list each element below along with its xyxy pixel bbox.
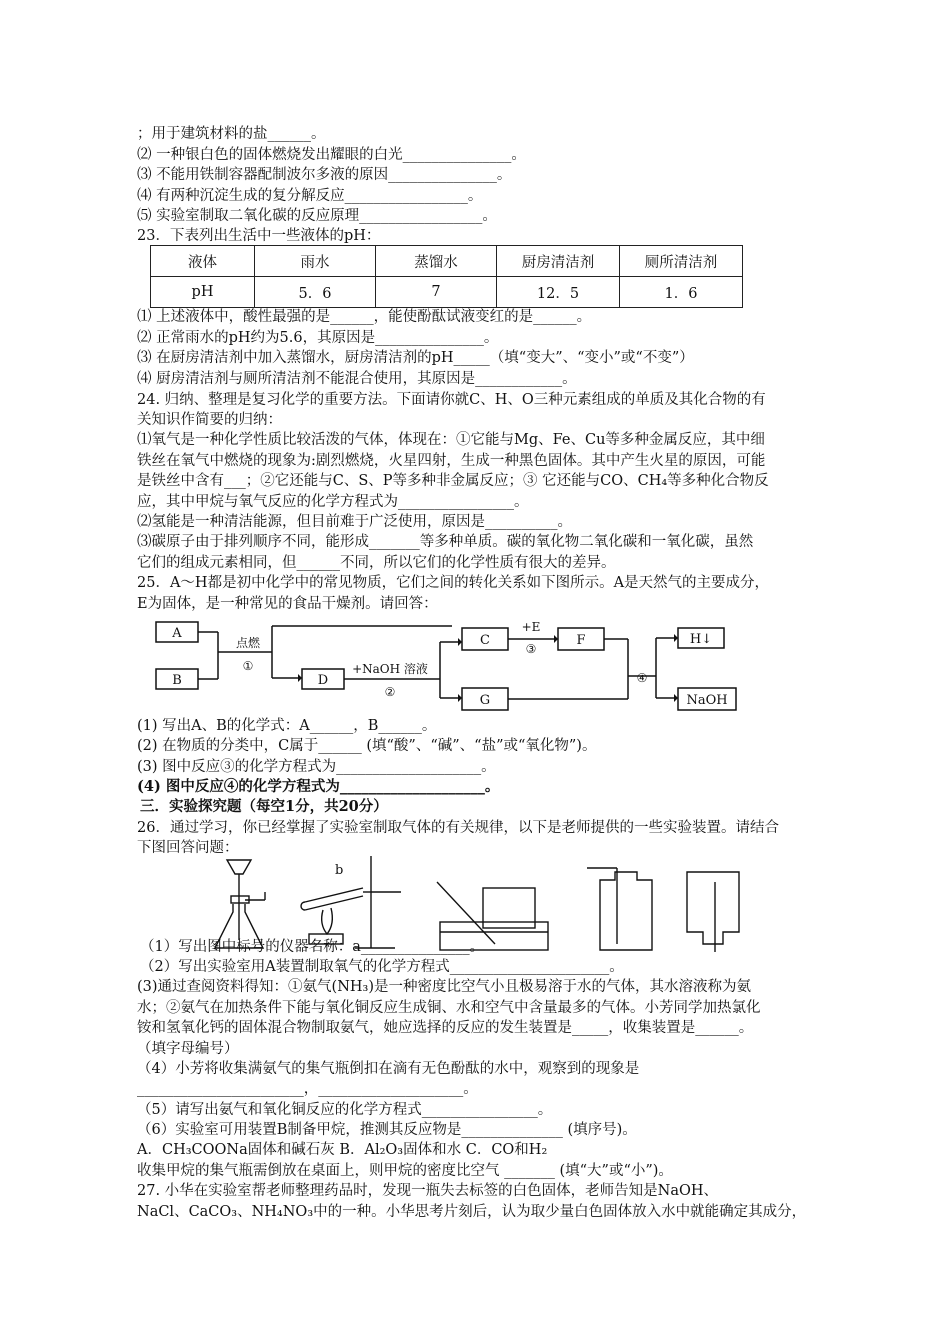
text-line: (2) 在物质的分类中，C属于______ (填“酸”、“碱”、“盐”或“氧化物”)。	[137, 738, 597, 754]
question-25: 25．A～H都是初中化学中的常见物质，它们之间的转化关系如下图所示。A是天然气的主要成分，	[137, 575, 770, 591]
node-a: A	[172, 626, 182, 641]
ph-table	[150, 245, 743, 308]
text-line: ⑴ 上述液体中，酸性最强的是______，能使酚酞试液变红的是______。	[137, 309, 592, 325]
text-line: ⑸ 实验室制取二氧化碳的反应原理_________________。	[137, 208, 497, 224]
question-26: 26．通过学习，你已经掌握了实验室制取气体的有关规律，以下是老师提供的一些实验装置。请结合	[137, 820, 779, 836]
table-header-cell: 蒸馏水	[376, 246, 497, 277]
text-line: E为固体，是一种常见的食品干燥剂。请回答：	[137, 596, 438, 612]
text-line: 收集甲烷的集气瓶需倒放在桌面上，则甲烷的密度比空气 _______ (填“大”或“小”)。	[137, 1163, 673, 1179]
text-line: （5）请写出氨气和氧化铜反应的化学方程式________________。	[137, 1102, 553, 1118]
text-line: （1）写出图中标号的仪器名称：a_______________。	[140, 939, 485, 955]
text-line: (4) 图中反应④的化学方程式为____________________。	[137, 778, 500, 795]
table-header-cell: 液体	[151, 246, 255, 277]
table-cell: pH	[151, 277, 255, 308]
text-line: 铁丝在氧气中燃烧的现象为:剧烈燃烧，火星四射，生成一种黑色固体。其中产生火星的原因，可能	[137, 453, 766, 469]
text-line: ⑴氧气是一种化学性质比较活泼的气体，体现在：①它能与Mg、Fe、Cu等多种金属反应，其中细	[137, 432, 765, 448]
reaction-3-number: ③	[525, 642, 537, 656]
text-line: 下图回答问题：	[137, 840, 239, 856]
text-line: ⑶碳原子由于排列顺序不同，能形成_______等多种单质。碳的氧化物二氧化碳和一氧化碳，虽然	[137, 534, 754, 550]
text-line: 关知识作简要的归纳：	[137, 412, 282, 428]
table-cell: 12．5	[497, 277, 620, 308]
table-row	[151, 246, 743, 277]
text-line: ⑵ 一种银白色的固体燃烧发出耀眼的白光_______________。	[137, 147, 526, 163]
text-line: 水；②氨气在加热条件下能与氧化铜反应生成铜、水和空气中含量最多的气体。小芳同学加热氯化	[137, 1000, 761, 1016]
node-naoh: NaOH	[686, 693, 728, 708]
reaction-1-number: ①	[242, 659, 254, 673]
text-line: A．CH₃COONa固体和碱石灰 B．Al₂O₃固体和水 C．CO和H₂	[137, 1142, 548, 1158]
node-d: D	[317, 673, 329, 688]
text-line: ⑵氢能是一种清洁能源，但目前难于广泛使用，原因是__________。	[137, 514, 572, 530]
text-line: 是铁丝中含有___；②它还能与C、S、P等多种非金属反应；③ 它还能与CO、CH₄等多种化合物反	[137, 473, 769, 489]
text-line: （2）写出实验室用A装置制取氧气的化学方程式______________________。	[140, 959, 624, 975]
node-c: C	[480, 633, 490, 648]
text-line: ⑶ 在厨房清洁剂中加入蒸馏水，厨房清洁剂的pH_____（填“变大”、“变小”或“不变”）	[137, 350, 694, 366]
reaction-3-label: +E	[521, 620, 541, 634]
table-cell: 1．6	[620, 277, 743, 308]
label-b: b	[335, 863, 344, 878]
node-g: G	[479, 693, 491, 708]
table-header-cell: 雨水	[255, 246, 376, 277]
node-b: B	[172, 673, 182, 688]
table-header-cell: 厨房清洁剂	[497, 246, 620, 277]
text-line: （4）小芳将收集满氨气的集气瓶倒扣在滴有无色酚酞的水中，观察到的现象是	[137, 1061, 640, 1077]
text-line: ；用于建筑材料的盐______。	[137, 126, 326, 142]
table-cell: 7	[376, 277, 497, 308]
text-line: ⑷ 有两种沉淀生成的复分解反应_________________。	[137, 188, 483, 204]
text-line: 铵和氢氧化钙的固体混合物制取氨气，她应选择的反应的发生装置是_____，收集装置是______。	[137, 1020, 754, 1036]
reaction-4-number: ④	[636, 671, 648, 685]
text-line: (3)通过查阅资料得知：①氨气(NH₃)是一种密度比空气小且极易溶于水的气体，其水溶液称为氨	[137, 979, 751, 995]
reaction-1-label: 点燃	[235, 636, 261, 650]
text-line: ⑷ 厨房清洁剂与厕所清洁剂不能混合使用，其原因是____________。	[137, 371, 577, 387]
node-h: H↓	[689, 632, 713, 647]
reaction-2-number: ②	[384, 685, 396, 699]
text-line: NaCl、CaCO₃、NH₄NO₃中的一种。小华思考片刻后，认为取少量白色固体放入水中就能确定其成分，	[137, 1204, 807, 1220]
text-line: (1) 写出A、B的化学式：A______，B______。	[137, 718, 437, 734]
text-line: _______________________，____________________。	[137, 1081, 478, 1097]
text-line: ⑵ 正常雨水的pH约为5.6，其原因是_______________。	[137, 330, 499, 346]
question-27: 27. 小华在实验室帮老师整理药品时，发现一瓶失去标签的白色固体，老师告知是NaOH、	[137, 1183, 719, 1199]
section-heading: 三．实验探究题（每空1分，共20分）	[140, 798, 388, 815]
question-24: 24. 归纳、整理是复习化学的重要方法。下面请你就C、H、O三种元素组成的单质及其化合物的有	[137, 392, 766, 408]
text-line: 应，其中甲烷与氧气反应的化学方程式为________________。	[137, 494, 529, 510]
node-f: F	[576, 633, 586, 648]
text-line: （6）实验室可用装置B制备甲烷，推测其反应物是______________ (填序号)。	[137, 1122, 637, 1138]
table-cell: 5．6	[255, 277, 376, 308]
text-line: 它们的组成元素相同，但______不同，所以它们的化学性质有很大的差异。	[137, 555, 616, 571]
question-23: 23．下表列出生活中一些液体的pH：	[137, 228, 381, 244]
table-row	[151, 277, 743, 308]
reaction-flow-diagram	[150, 616, 750, 716]
text-line: (3) 图中反应③的化学方程式为____________________。	[137, 759, 496, 775]
text-line: （填字母编号）	[137, 1041, 239, 1057]
reaction-2-label: +NaOH 溶液	[352, 662, 428, 676]
table-header-cell: 厕所清洁剂	[620, 246, 743, 277]
text-line: ⑶ 不能用铁制容器配制波尔多液的原因_______________。	[137, 167, 512, 183]
